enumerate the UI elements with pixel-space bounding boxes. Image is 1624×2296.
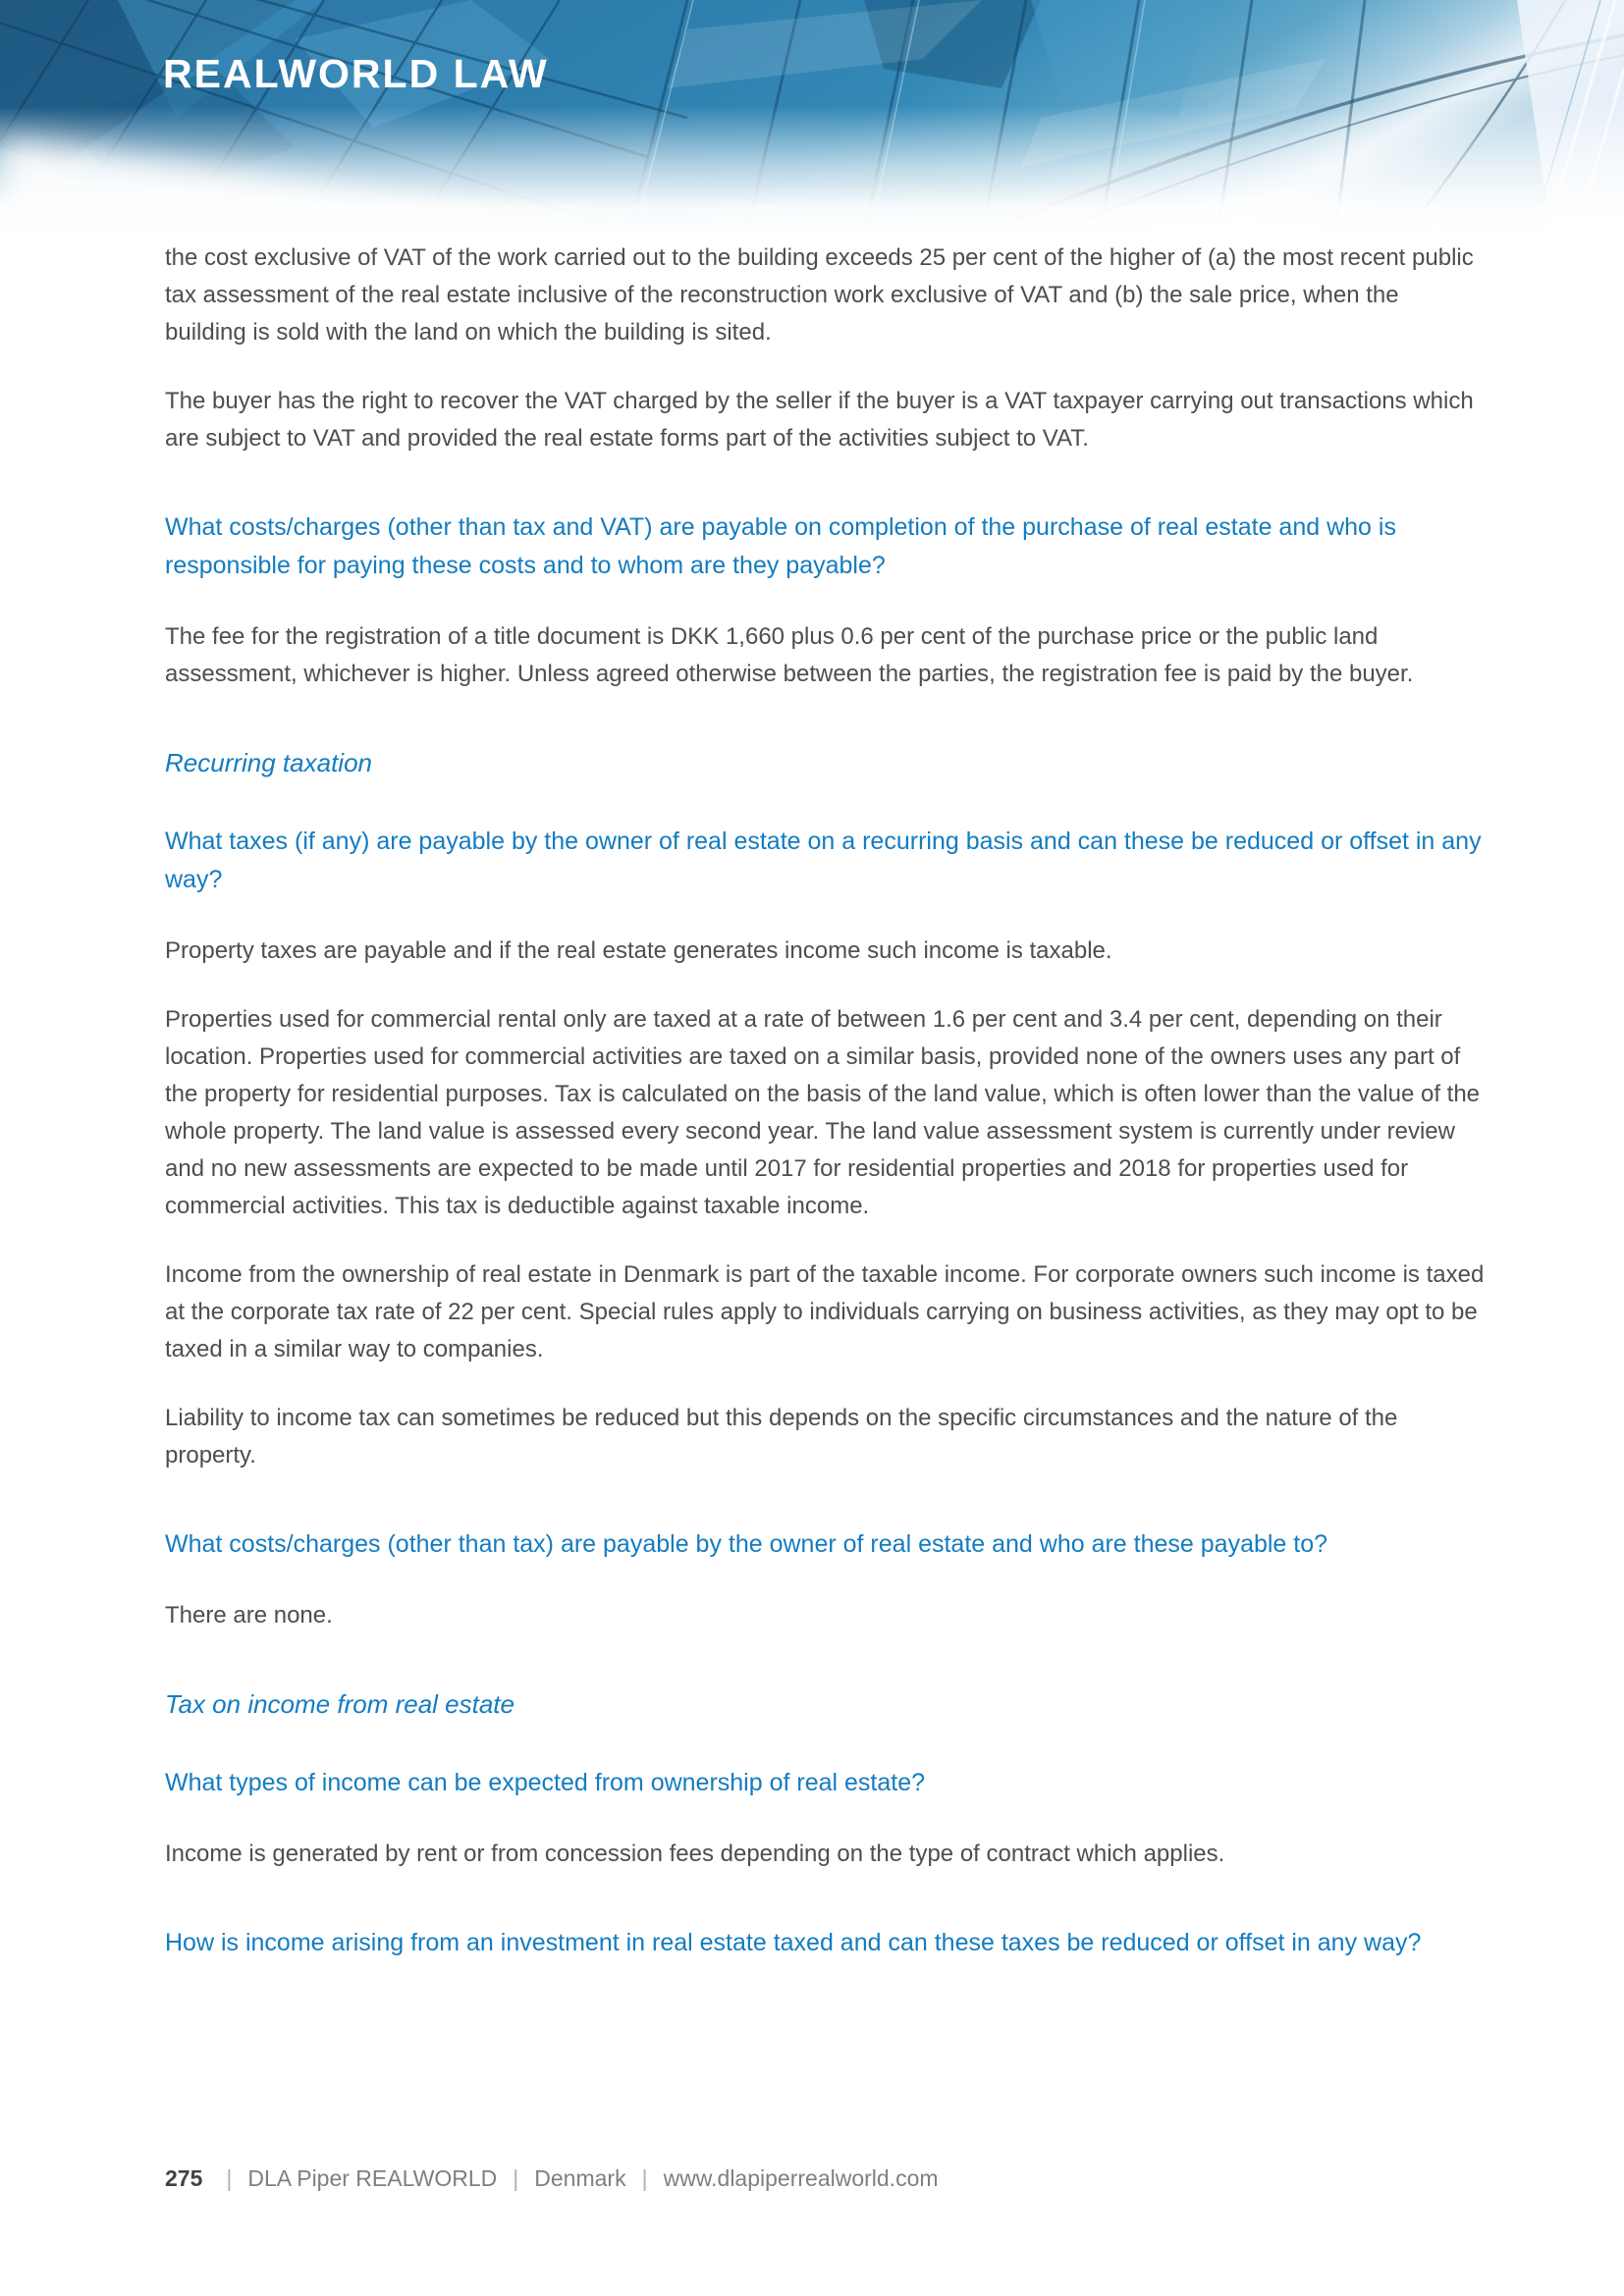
page-footer bbox=[165, 2165, 939, 2192]
paragraph: The fee for the registration of a title document is DKK 1,660 plus 0.6 per cent of the purchase price or the public land assessment, whichever is higher. Unless agreed otherwise between the parties, the registration fee is paid by the buyer. bbox=[165, 623, 1414, 687]
page-title: REALWORLD LAW bbox=[163, 51, 549, 96]
footer-separator: | bbox=[513, 2165, 519, 2191]
footer-separator: | bbox=[226, 2165, 233, 2191]
section-subheading: Recurring taxation bbox=[165, 748, 372, 777]
footer-separator: | bbox=[641, 2165, 648, 2191]
section-subheading: Tax on income from real estate bbox=[165, 1689, 514, 1719]
question-heading: How is income arising from an investment in real estate taxed and can these taxes be reduced or offset in any way? bbox=[165, 1929, 1422, 1956]
question-heading: What taxes (if any) are payable by the owner of real estate on a recurring basis and can these be reduced or offset in any way? bbox=[165, 828, 1482, 893]
footer-country: Denmark bbox=[534, 2165, 626, 2191]
question-heading: What costs/charges (other than tax and VAT) are payable on completion of the purchase of real estate and who is responsible for paying these costs and to whom are they payable? bbox=[165, 513, 1396, 579]
paragraph: Property taxes are payable and if the real estate generates income such income is taxable. bbox=[165, 937, 1112, 964]
question-heading: What costs/charges (other than tax) are payable by the owner of real estate and who are these payable to? bbox=[165, 1530, 1328, 1558]
paragraph: the cost exclusive of VAT of the work carried out to the building exceeds 25 per cent of the higher of (a) the most recent public tax assessment of the real estate inclusive of the reconstruction work exclusive of VAT and (b) the sale price, when the building is sold with the land on which the building is sited. bbox=[165, 244, 1474, 346]
glass-building-image bbox=[0, 0, 1624, 236]
footer-url: www.dlapiperrealworld.com bbox=[663, 2165, 939, 2191]
content-area bbox=[165, 234, 1485, 1996]
paragraph: Properties used for commercial rental only are taxed at a rate of between 1.6 per cent and 3.4 per cent, depending on their location. Properties used for commercial activities are taxed on a similar basis, provided none of the owners uses any part of the property for residential purposes. Tax is calculated on the basis of the land value, which is often lower than the value of the whole property. The land value is assessed every second year. The land value assessment system is currently under review and no new assessments are expected to be made until 2017 for residential properties and 2018 for properties used for commercial activities. This tax is deductible against taxable income. bbox=[165, 1006, 1481, 1219]
paragraph: Income is generated by rent or from concession fees depending on the type of contract which applies. bbox=[165, 1841, 1225, 1867]
question-heading: What types of income can be expected from ownership of real estate? bbox=[165, 1769, 926, 1796]
page-number: 275 bbox=[165, 2165, 203, 2191]
paragraph: Liability to income tax can sometimes be reduced but this depends on the specific circumstances and the nature of the property. bbox=[165, 1405, 1398, 1468]
paragraph: There are none. bbox=[165, 1602, 333, 1629]
paragraph: Income from the ownership of real estate in Denmark is part of the taxable income. For corporate owners such income is taxed at the corporate tax rate of 22 per cent. Special rules apply to individuals carrying on business activities, as they may opt to be taxed in a similar way to companies. bbox=[165, 1261, 1485, 1362]
header-banner bbox=[0, 0, 1624, 236]
footer-brand: DLA Piper REALWORLD bbox=[247, 2165, 498, 2191]
paragraph: The buyer has the right to recover the VAT charged by the seller if the buyer is a VAT taxpayer carrying out transactions which are subject to VAT and provided the real estate forms part of the activities subject to VAT. bbox=[165, 388, 1474, 452]
